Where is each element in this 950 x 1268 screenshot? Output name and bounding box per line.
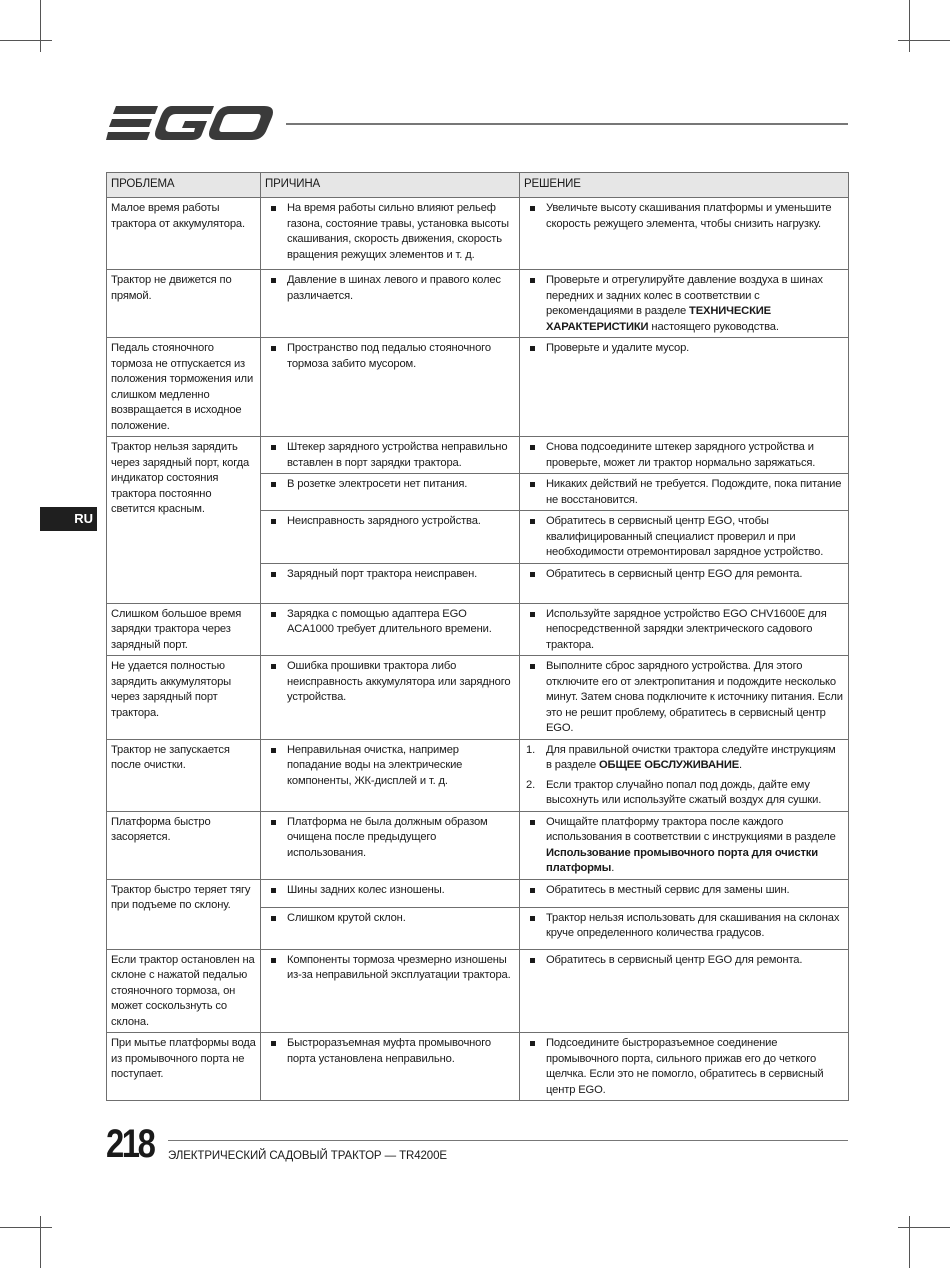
solution-cell [520, 603, 849, 656]
problem-cell: Педаль стояночного тормоза не отпускается из положения торможения или слишком медленно возвращается в исходное положение. [107, 338, 261, 437]
section-reference: Использование промывочного порта для очистки платформы [546, 846, 818, 874]
column-header-cause: ПРИЧИНА [261, 173, 520, 198]
solution-text: настоящего руководства. [648, 320, 779, 333]
problem-cell: Слишком большое время зарядки трактора через зарядный порт. [107, 603, 261, 656]
cause-cell [261, 563, 520, 603]
cause-item: Шины задних колес изношены. [265, 883, 515, 899]
solution-cell [520, 811, 849, 879]
crop-mark [909, 1216, 910, 1268]
solution-item: Выполните сброс зарядного устройства. Для этого отключите его от электропитания и подождите несколько минут. Затем снова подключите к источнику питания. Если это не решит проблему, обратитесь в сервисный центр EGO. [524, 659, 844, 737]
cause-cell [261, 1033, 520, 1101]
table-row [107, 1033, 849, 1101]
cause-cell [261, 603, 520, 656]
crop-mark [898, 40, 950, 41]
cause-item: Пространство под педалью стояночного тормоза забито мусором. [265, 341, 515, 372]
solution-step [524, 743, 844, 774]
cause-item: Неправильная очистка, например попадание воды на электрические компоненты, ЖК-дисплей и т. д. [265, 743, 515, 790]
problem-cell: Не удается полностью зарядить аккумуляторы через зарядный порт трактора. [107, 656, 261, 740]
cause-item: Штекер зарядного устройства неправильно вставлен в порт зарядки трактора. [265, 440, 515, 471]
footer-title: ЭЛЕКТРИЧЕСКИЙ САДОВЫЙ ТРАКТОР — TR4200E [168, 1150, 447, 1162]
step-number: 1. [526, 743, 536, 756]
cause-cell [261, 474, 520, 511]
cause-cell [261, 656, 520, 740]
table-header-row [107, 173, 849, 198]
solution-item [524, 815, 844, 877]
solution-item: Обратитесь в сервисный центр EGO для ремонта. [524, 567, 844, 583]
problem-cell: Трактор быстро теряет тягу при подъеме по склону. [107, 879, 261, 949]
solution-cell [520, 739, 849, 811]
table-row [107, 656, 849, 740]
cause-item: Компоненты тормоза чрезмерно изношены из-за неправильной эксплуатации трактора. [265, 953, 515, 984]
solution-item: Подсоедините быстроразъемное соединение промывочного порта, сильного прижав его до четкого щелчка. Если это не помогло, обратитесь в сервисный центр EGO. [524, 1036, 844, 1098]
problem-cell: Малое время работы трактора от аккумулятора. [107, 198, 261, 270]
cause-item: Неисправность зарядного устройства. [265, 514, 515, 530]
table-row [107, 739, 849, 811]
table-row [107, 270, 849, 338]
language-tab: RU [40, 507, 97, 531]
troubleshooting-table [106, 172, 849, 1101]
solution-text: Проверьте и отрегулируйте давление воздуха в шинах передних и задних колес в соответствии с рекомендациями в разделе [546, 274, 823, 317]
solution-item [524, 273, 844, 335]
solution-cell [520, 270, 849, 338]
problem-cell: Если трактор остановлен на склоне с нажатой педалью стояночного тормоза, он может соскользнуть со склона. [107, 949, 261, 1033]
column-header-solution: РЕШЕНИЕ [520, 173, 849, 198]
solution-cell [520, 563, 849, 603]
solution-item: Проверьте и удалите мусор. [524, 341, 844, 357]
solution-cell [520, 198, 849, 270]
solution-text: . [611, 862, 615, 874]
solution-item: Обратитесь в сервисный центр EGO для ремонта. [524, 953, 844, 969]
problem-cell: Платформа быстро засоряется. [107, 811, 261, 879]
cause-cell [261, 270, 520, 338]
solution-cell [520, 474, 849, 511]
cause-item: Зарядный порт трактора неисправен. [265, 567, 515, 583]
crop-mark [40, 1216, 41, 1268]
solution-cell [520, 338, 849, 437]
cause-cell [261, 907, 520, 949]
solution-cell [520, 1033, 849, 1101]
solution-item: Никаких действий не требуется. Подождите, пока питание не восстановится. [524, 477, 844, 508]
cause-cell [261, 811, 520, 879]
table-row [107, 437, 849, 474]
solution-cell [520, 437, 849, 474]
cause-item: В розетке электросети нет питания. [265, 477, 515, 493]
problem-cell: Трактор не движется по прямой. [107, 270, 261, 338]
step-number: 2. [526, 778, 536, 791]
page-number: 218 [106, 1122, 154, 1166]
crop-mark [898, 1227, 950, 1228]
solution-text: Для правильной очистки трактора следуйте инструкциям в разделе [546, 743, 836, 771]
problem-cell: Трактор нельзя зарядить через зарядный порт, когда индикатор состояния трактора постоянно светится красным. [107, 437, 261, 604]
solution-item: Увеличьте высоту скашивания платформы и уменьшите скорость режущего элемента, чтобы снизить нагрузку. [524, 201, 844, 232]
problem-cell: Трактор не запускается после очистки. [107, 739, 261, 811]
header-rule [286, 123, 848, 125]
cause-cell [261, 739, 520, 811]
cause-cell [261, 198, 520, 270]
solution-item: Используйте зарядное устройство EGO CHV1600E для непосредственной зарядки электрического садового трактора. [524, 607, 844, 654]
problem-cell: При мытье платформы вода из промывочного порта не поступает. [107, 1033, 261, 1101]
table-row [107, 338, 849, 437]
cause-item: Быстроразъемная муфта промывочного порта установлена неправильно. [265, 1036, 515, 1067]
crop-mark [909, 0, 910, 52]
cause-item: На время работы сильно влияют рельеф газона, состояние травы, установка высоты скашивания, скорость движения, скорость вращения режущих элементов и т. д. [265, 201, 515, 263]
crop-mark [40, 0, 41, 52]
solution-item: Снова подсоедините штекер зарядного устройства и проверьте, может ли трактор нормально заряжаться. [524, 440, 844, 471]
solution-step [524, 778, 844, 809]
table-row [107, 811, 849, 879]
cause-item: Давление в шинах левого и правого колес различается. [265, 273, 515, 304]
section-reference: ТЕХНИЧЕСКИЕ ХАРАКТЕРИСТИКИ [546, 305, 771, 333]
cause-cell [261, 437, 520, 474]
cause-cell [261, 338, 520, 437]
solution-cell [520, 907, 849, 949]
cause-item: Ошибка прошивки трактора либо неисправность аккумулятора или зарядного устройства. [265, 659, 515, 706]
column-header-problem: ПРОБЛЕМА [107, 173, 261, 198]
solution-text: Если трактор случайно попал под дождь, дайте ему высохнуть или используйте сжатый воздух для сушки. [546, 778, 822, 806]
solution-cell [520, 656, 849, 740]
solution-text: Очищайте платформу трактора после каждого использования в соответствии с инструкциями в разделе [546, 815, 836, 843]
solution-cell [520, 949, 849, 1033]
cause-cell [261, 879, 520, 907]
table-row [107, 879, 849, 907]
cause-item: Платформа не была должным образом очищена после предыдущего использования. [265, 815, 515, 862]
cause-item: Слишком крутой склон. [265, 911, 515, 927]
solution-item: Обратитесь в местный сервис для замены шин. [524, 883, 844, 899]
solution-item: Трактор нельзя использовать для скашивания на склонах круче определенного количества градусов. [524, 911, 844, 942]
solution-item: Обратитесь в сервисный центр EGO, чтобы квалифицированный специалист проверил и при необходимости отремонтировал зарядное устройство. [524, 514, 844, 561]
table-row [107, 603, 849, 656]
footer-rule [168, 1140, 848, 1141]
cause-cell [261, 949, 520, 1033]
table-row [107, 198, 849, 270]
crop-mark [0, 1227, 52, 1228]
solution-cell [520, 879, 849, 907]
cause-cell [261, 511, 520, 564]
ego-logo [106, 103, 276, 143]
cause-item: Зарядка с помощью адаптера EGO ACA1000 требует длительного времени. [265, 607, 515, 638]
table-row [107, 949, 849, 1033]
solution-text: . [739, 759, 742, 771]
section-reference: ОБЩЕЕ ОБСЛУЖИВАНИЕ [599, 759, 740, 771]
crop-mark [0, 40, 52, 41]
solution-cell [520, 511, 849, 564]
